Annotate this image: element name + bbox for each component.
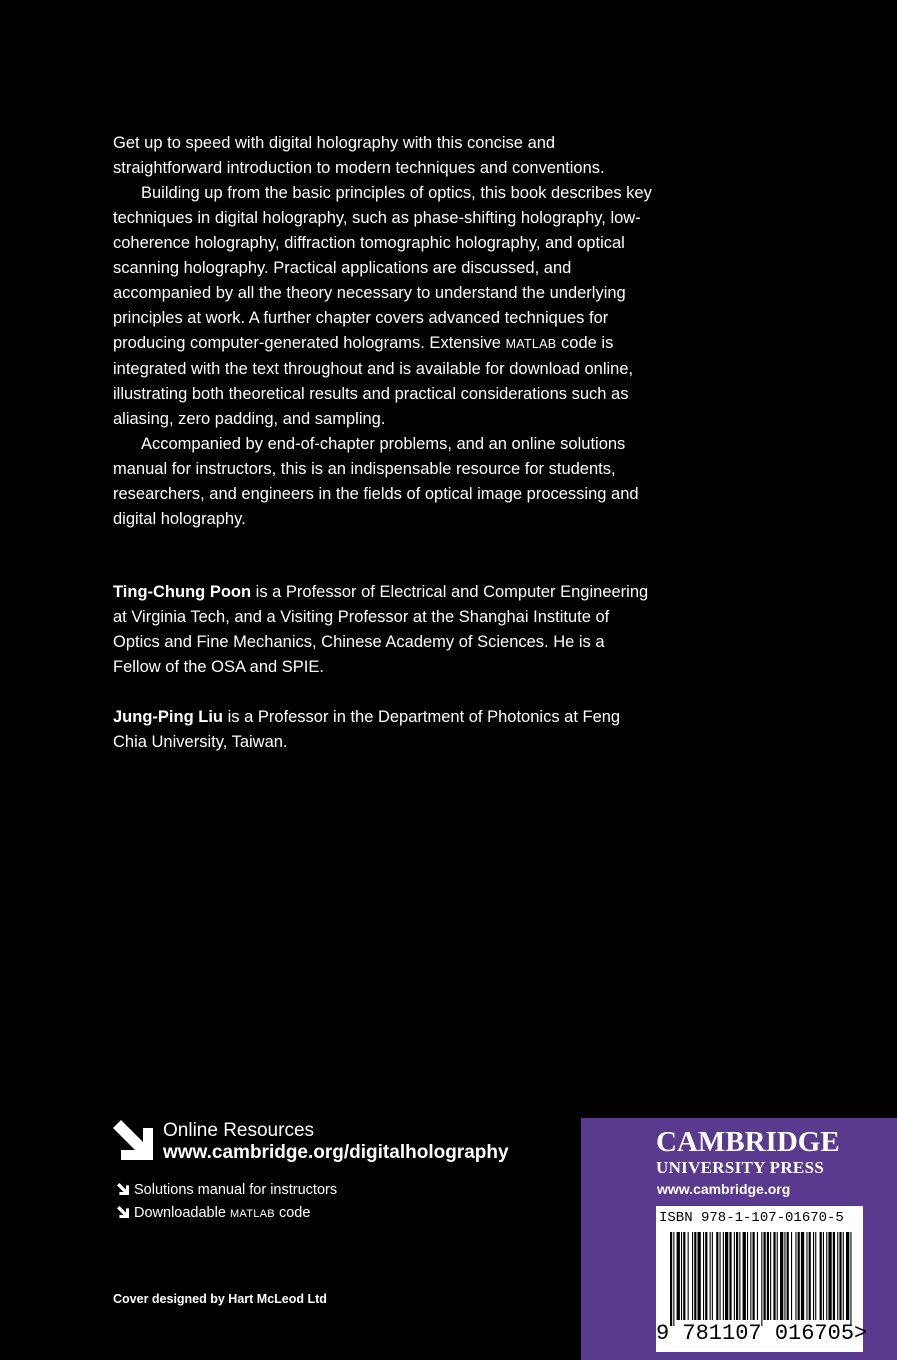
description-paragraph-1: Get up to speed with digital holography with this concise and straightforward introduction to modern techniques and conventions. xyxy=(113,134,605,177)
online-resources-title: Online Resources xyxy=(163,1120,315,1141)
barcode-bar xyxy=(712,1232,713,1320)
author-bio-text: is a Professor in the Department of Photonics at Feng Chia University, Taiwan. xyxy=(113,708,621,751)
barcode-bar xyxy=(806,1232,807,1320)
barcode-bar xyxy=(753,1232,755,1320)
barcode-bar xyxy=(773,1232,775,1320)
barcode-bar xyxy=(846,1232,849,1320)
barcode-bar xyxy=(681,1232,682,1320)
barcode-bar xyxy=(798,1232,800,1320)
barcode-bar xyxy=(837,1232,838,1320)
arrow-down-right-icon xyxy=(113,1120,153,1160)
isbn-barcode xyxy=(656,1206,868,1352)
publisher-logo-press: UNIVERSITY PRESS xyxy=(656,1158,825,1177)
barcode-bar xyxy=(777,1232,778,1320)
publisher-panel xyxy=(581,1118,897,1360)
author-bios xyxy=(113,580,653,780)
author-bio-liu xyxy=(113,705,653,755)
barcode-bar xyxy=(826,1232,827,1320)
barcode-bar xyxy=(736,1232,738,1320)
barcode-bar xyxy=(705,1232,707,1320)
barcode-bar xyxy=(710,1232,711,1320)
arrow-down-right-icon xyxy=(117,1183,129,1195)
barcode-digits xyxy=(656,1321,868,1346)
barcode-bar xyxy=(815,1232,816,1320)
matlab-text: MATLAB xyxy=(505,337,557,351)
barcode-bar xyxy=(747,1232,748,1320)
barcode-bar xyxy=(828,1232,831,1320)
publisher-logo-name: CAMBRIDGE xyxy=(656,1126,840,1158)
barcode-bar xyxy=(791,1232,792,1320)
resource-label: Solutions manual for instructors xyxy=(134,1182,338,1198)
author-name: Jung-Ping Liu xyxy=(113,708,223,726)
online-resources-url[interactable]: www.cambridge.org/digitalholography xyxy=(163,1142,509,1163)
barcode-bar xyxy=(720,1232,721,1320)
barcode-bar xyxy=(823,1232,824,1320)
barcode-bar xyxy=(734,1232,735,1320)
barcode-bar xyxy=(761,1232,762,1326)
description-paragraph-2 xyxy=(113,181,653,432)
barcode-bar xyxy=(843,1232,844,1320)
barcode-bar xyxy=(703,1232,704,1320)
author-bio-poon xyxy=(113,580,653,680)
barcode-bar xyxy=(723,1232,724,1320)
barcode-bar xyxy=(683,1232,685,1320)
barcode-bar xyxy=(673,1232,674,1326)
barcode-bar xyxy=(692,1232,693,1320)
barcode-bar xyxy=(698,1232,701,1320)
barcode-bar xyxy=(694,1232,696,1320)
resource-item-solutions xyxy=(117,1182,337,1198)
barcode-bar xyxy=(813,1232,814,1320)
barcode-bar xyxy=(764,1232,766,1320)
barcode-bar xyxy=(767,1232,769,1320)
barcode-arrow: > xyxy=(854,1321,868,1346)
barcode-bar xyxy=(670,1232,672,1326)
description-paragraph-2-start: Building up from the basic principles of optics, this book describes key techniques in digital holography, such as phase-shifting holography, low-coherence holography, diffraction tomographic holography, and optical scanning holography. Practical applications are discussed, and accompanied by all the theory necessary to understand the underlying principles at work. A further chapter covers advanced techniques for producing computer-generated holograms. Extensive xyxy=(113,184,652,352)
publisher-url[interactable]: www.cambridge.org xyxy=(657,1181,791,1197)
book-description xyxy=(113,131,653,532)
arrow-down-right-icon xyxy=(117,1206,129,1218)
barcode-bar xyxy=(729,1232,731,1320)
resource-label-end: code xyxy=(274,1205,311,1221)
matlab-text: MATLAB xyxy=(229,1208,275,1220)
isbn-label: ISBN 978-1-107-01670-5 xyxy=(659,1210,844,1226)
description-paragraph-2-end: code is integrated with the text throughout and is available for download online, illustrating both theoretical results and practical considerations such as aliasing, zero padding, and sampling. xyxy=(113,334,634,428)
barcode-bar xyxy=(688,1232,689,1320)
author-name: Ting-Chung Poon xyxy=(113,583,252,601)
barcode-bar xyxy=(743,1232,746,1320)
resource-item-matlab xyxy=(117,1205,310,1221)
barcode-bar xyxy=(780,1232,783,1320)
barcode-bar xyxy=(770,1232,771,1320)
barcode-bar xyxy=(833,1232,835,1320)
barcode-bar xyxy=(820,1232,822,1320)
barcode-number: 9 781107 016705 xyxy=(656,1321,855,1346)
barcode-bar xyxy=(801,1232,804,1320)
barcode-bar xyxy=(795,1232,796,1320)
cover-credit: Cover designed by Hart McLeod Ltd xyxy=(113,1292,327,1306)
barcode-bar xyxy=(725,1232,728,1320)
description-paragraph-3: Accompanied by end-of-chapter problems, and an online solutions manual for instructors, this is an indispensable resource for students, researchers, and engineers in the fields of optical image processing and digital holography. xyxy=(113,435,639,528)
resource-label: Downloadable xyxy=(134,1205,230,1221)
barcode-bar xyxy=(750,1232,751,1320)
barcode-bar xyxy=(757,1232,758,1320)
barcode-bar xyxy=(716,1232,718,1320)
barcode-bar xyxy=(809,1232,811,1320)
barcode-bar xyxy=(850,1232,851,1326)
barcode-bar xyxy=(739,1232,740,1320)
barcode-bar xyxy=(784,1232,785,1320)
barcode-bar xyxy=(839,1232,841,1320)
barcode-bar xyxy=(787,1232,789,1320)
author-bio-text: is a Professor of Electrical and Computer Engineering at Virginia Tech, and a Visiting Professor at the Shanghai Institute of Optics and Fine Mechanics, Chinese Academy of Sciences. He is a Fellow of the OSA and SPIE. xyxy=(113,583,649,676)
barcode-bar xyxy=(677,1232,680,1320)
